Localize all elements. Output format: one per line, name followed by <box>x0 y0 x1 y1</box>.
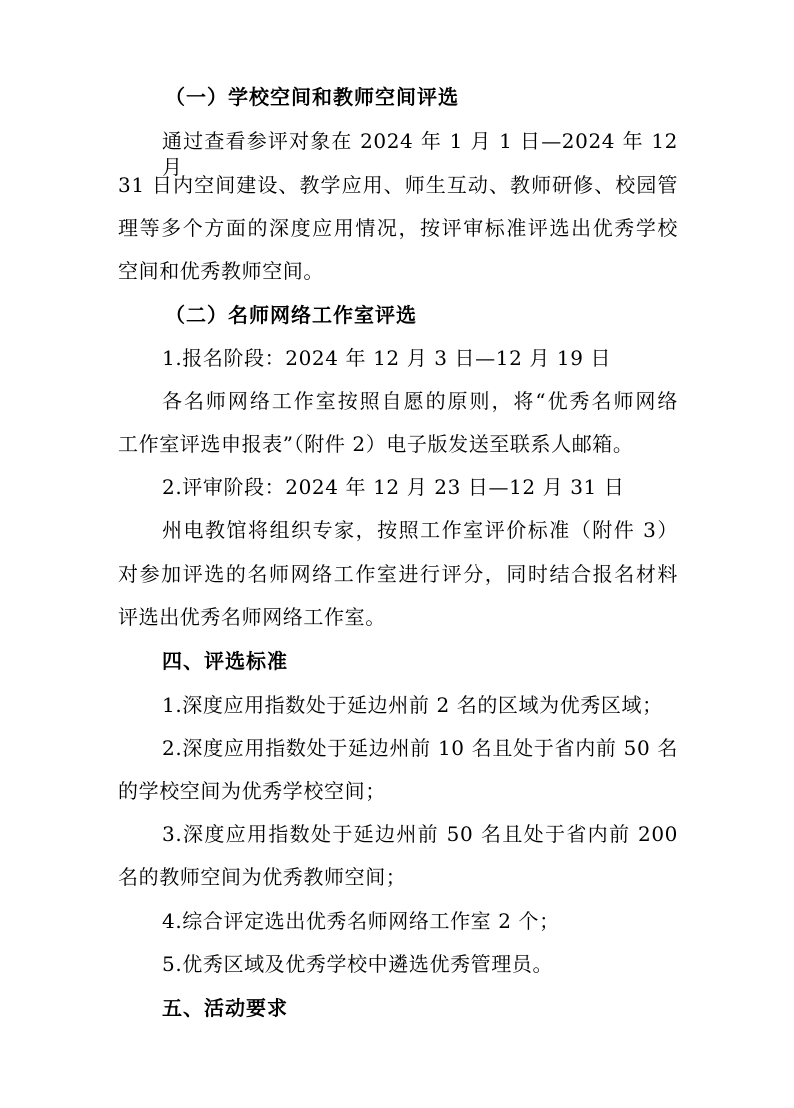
section-heading-activity-requirements: 五、活动要求 <box>162 996 288 1020</box>
paragraph-line: 州电教馆将组织专家，按照工作室评价标准（附件 3） <box>162 518 678 542</box>
criteria-item: 4.综合评定选出优秀名师网络工作室 2 个； <box>162 909 560 933</box>
paragraph-line: 理等多个方面的深度应用情况，按评审标准评选出优秀学校 <box>118 216 678 240</box>
criteria-item: 3.深度应用指数处于延边州前 50 名且处于省内前 200 <box>162 822 678 846</box>
paragraph-line: 评选出优秀名师网络工作室。 <box>118 605 386 629</box>
paragraph-line: 工作室评选申报表”（附件 2）电子版发送至联系人邮箱。 <box>118 432 634 456</box>
criteria-item: 1.深度应用指数处于延边州前 2 名的区域为优秀区域； <box>162 693 663 717</box>
signup-stage-line: 1.报名阶段：2024 年 12 月 3 日—12 月 19 日 <box>162 346 612 370</box>
subsection-heading-teacher-studio: （二）名师网络工作室评选 <box>165 303 417 327</box>
paragraph-line: 通过查看参评对象在 2024 年 1 月 1 日—2024 年 12 月 <box>162 129 678 179</box>
criteria-item: 5.优秀区域及优秀学校中遴选优秀管理员。 <box>162 952 554 976</box>
review-stage-line: 2.评审阶段：2024 年 12 月 23 日—12 月 31 日 <box>162 475 625 499</box>
criteria-item-continuation: 的学校空间为优秀学校空间； <box>118 779 386 803</box>
paragraph-line: 各名师网络工作室按照自愿的原则，将“优秀名师网络 <box>162 389 678 413</box>
paragraph-line: 31 日内空间建设、教学应用、师生互动、教师研修、校园管 <box>118 173 678 197</box>
section-heading-criteria: 四、评选标准 <box>162 649 288 673</box>
paragraph-line: 对参加评选的名师网络工作室进行评分，同时结合报名材料 <box>118 562 678 586</box>
criteria-item-continuation: 名的教师空间为优秀教师空间； <box>118 865 407 889</box>
criteria-item: 2.深度应用指数处于延边州前 10 名且处于省内前 50 名 <box>162 736 678 760</box>
paragraph-line: 空间和优秀教师空间。 <box>118 259 324 283</box>
subsection-heading-school-teacher-space: （一）学校空间和教师空间评选 <box>165 85 459 109</box>
